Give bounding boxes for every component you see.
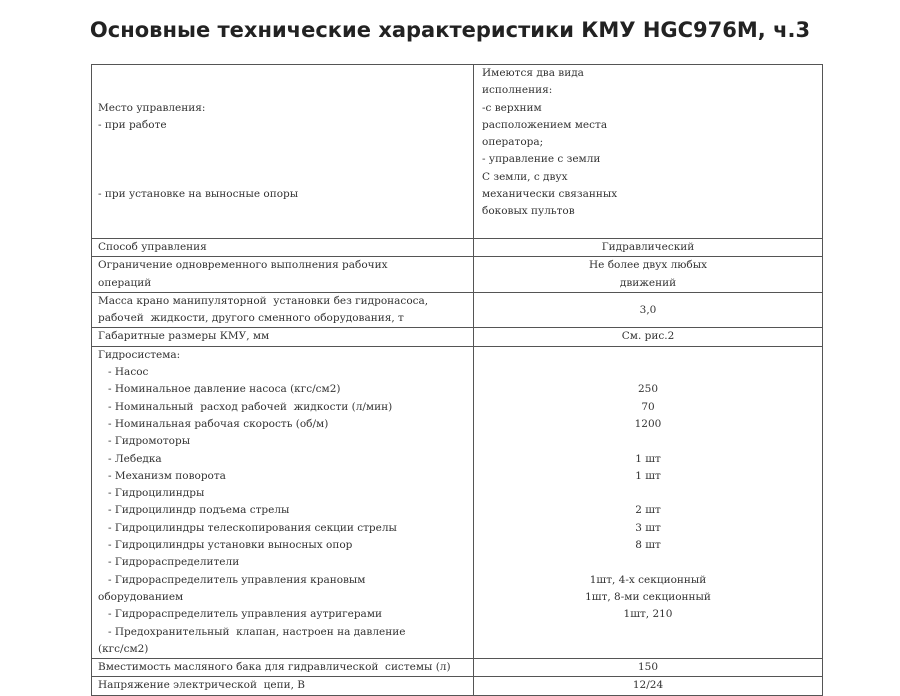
parameter-cell [92, 238, 474, 256]
value-cell [474, 346, 823, 658]
parameter-text: Габаритные размеры КМУ, мм [98, 330, 270, 343]
parameter-text: - Гидроцилиндр подъема стрелы [98, 504, 290, 517]
value-text: - управление с земли [482, 153, 601, 166]
value-text: 1шт, 210 [623, 608, 673, 621]
table-row [92, 238, 823, 256]
parameter-cell [92, 677, 474, 695]
parameter-text: Масса крано манипуляторной установки без гидронасоса, [98, 294, 429, 307]
parameter-cell [92, 659, 474, 677]
parameter-text: - при установке на выносные опоры [98, 188, 299, 201]
value-text: 1 шт [635, 452, 661, 465]
parameter-cell [92, 292, 474, 328]
value-text: исполнения: [482, 84, 553, 97]
parameter-text: - Насос [98, 366, 149, 379]
table-row [92, 292, 823, 328]
parameter-text: - Гидрораспределитель управления аутригерами [98, 608, 382, 621]
parameter-text: - Номинальная рабочая скорость (об/м) [98, 417, 329, 430]
parameter-cell [92, 346, 474, 658]
value-text: 2 шт [635, 504, 661, 517]
parameter-text: - Гидромоторы [98, 435, 191, 448]
value-text [474, 624, 822, 641]
value-text: 8 шт [635, 539, 661, 552]
table-row [92, 257, 823, 293]
value-text: расположением места [482, 118, 608, 131]
parameter-text: - при работе [98, 118, 167, 131]
parameter-text [98, 151, 473, 168]
parameter-text: (кгс/см2) [98, 642, 149, 655]
value-cell [474, 677, 823, 695]
parameter-text: - Номинальное давление насоса (кгс/см2) [98, 383, 341, 396]
value-text: 70 [641, 400, 655, 413]
parameter-text: - Гидроцилиндры телескопирования секции стрелы [98, 521, 397, 534]
parameter-text [98, 221, 473, 238]
parameter-text: рабочей жидкости, другого сменного оборудования, т [98, 312, 404, 325]
parameter-text: операций [98, 276, 152, 289]
parameter-text: - Механизм поворота [98, 469, 226, 482]
parameter-cell [92, 65, 474, 239]
parameter-text: - Лебедка [98, 452, 162, 465]
parameter-text: - Гидрораспределитель управления крановым [98, 573, 366, 586]
value-text [474, 364, 822, 381]
value-text [474, 485, 822, 502]
parameter-text: - Гидрораспределители [98, 556, 240, 569]
parameter-text [98, 65, 473, 82]
parameter-text: - Гидроцилиндры установки выносных опор [98, 539, 353, 552]
value-cell [474, 328, 823, 346]
parameter-text [98, 203, 473, 220]
parameter-text: Место управления: [98, 101, 206, 114]
table-row [92, 659, 823, 677]
value-text [474, 554, 822, 571]
value-text: 3,0 [639, 303, 657, 316]
value-text: 150 [637, 661, 659, 674]
parameter-text: оборудованием [98, 590, 184, 603]
page-title: Основные технические характеристики КМУ HGC976M, ч.3 [89, 18, 811, 42]
value-text [474, 347, 822, 364]
value-text: С земли, с двух [482, 170, 568, 183]
parameter-text: Гидросистема: [98, 348, 181, 361]
value-text: См. рис.2 [621, 330, 675, 343]
parameter-text: - Гидроцилиндры [98, 487, 205, 500]
parameter-text: Напряжение электрической цепи, В [98, 679, 305, 692]
parameter-cell [92, 328, 474, 346]
value-cell [474, 659, 823, 677]
value-text: 3 шт [635, 521, 661, 534]
parameter-text: - Номинальный расход рабочей жидкости (л/мин) [98, 400, 393, 413]
table-row [92, 346, 823, 658]
value-text: 12/24 [632, 679, 664, 692]
value-cell [474, 238, 823, 256]
value-text: 1200 [634, 417, 662, 430]
value-text [474, 641, 822, 658]
value-cell [474, 257, 823, 293]
parameter-text: - Предохранительный клапан, настроен на давление [98, 625, 406, 638]
spec-table [91, 64, 823, 696]
value-text: механически связанных [482, 188, 618, 201]
value-text: 250 [637, 383, 659, 396]
value-text: Гидравлический [601, 240, 695, 253]
value-text: боковых пультов [482, 205, 575, 218]
value-text: оператора; [482, 136, 544, 149]
value-text: 1шт, 4-х секционный [589, 573, 707, 586]
value-text: Не более двух любых [588, 259, 707, 272]
parameter-text [98, 169, 473, 186]
value-text: -с верхним [482, 101, 542, 114]
parameter-cell [92, 257, 474, 293]
table-row [92, 328, 823, 346]
value-text: движений [619, 276, 677, 289]
value-text: 1шт, 8-ми секционный [585, 590, 711, 603]
value-cell [474, 65, 823, 239]
parameter-text: Ограничение одновременного выполнения рабочих [98, 259, 388, 272]
parameter-text [98, 82, 473, 99]
value-text: Имеются два вида [482, 67, 584, 79]
parameter-text [98, 134, 473, 151]
value-cell [474, 292, 823, 328]
value-text: 1 шт [635, 469, 661, 482]
parameter-text: Вместимость масляного бака для гидравлической системы (л) [98, 661, 451, 674]
parameter-text: Способ управления [98, 240, 207, 253]
value-text [474, 433, 822, 450]
table-row [92, 677, 823, 695]
table-row [92, 65, 823, 239]
